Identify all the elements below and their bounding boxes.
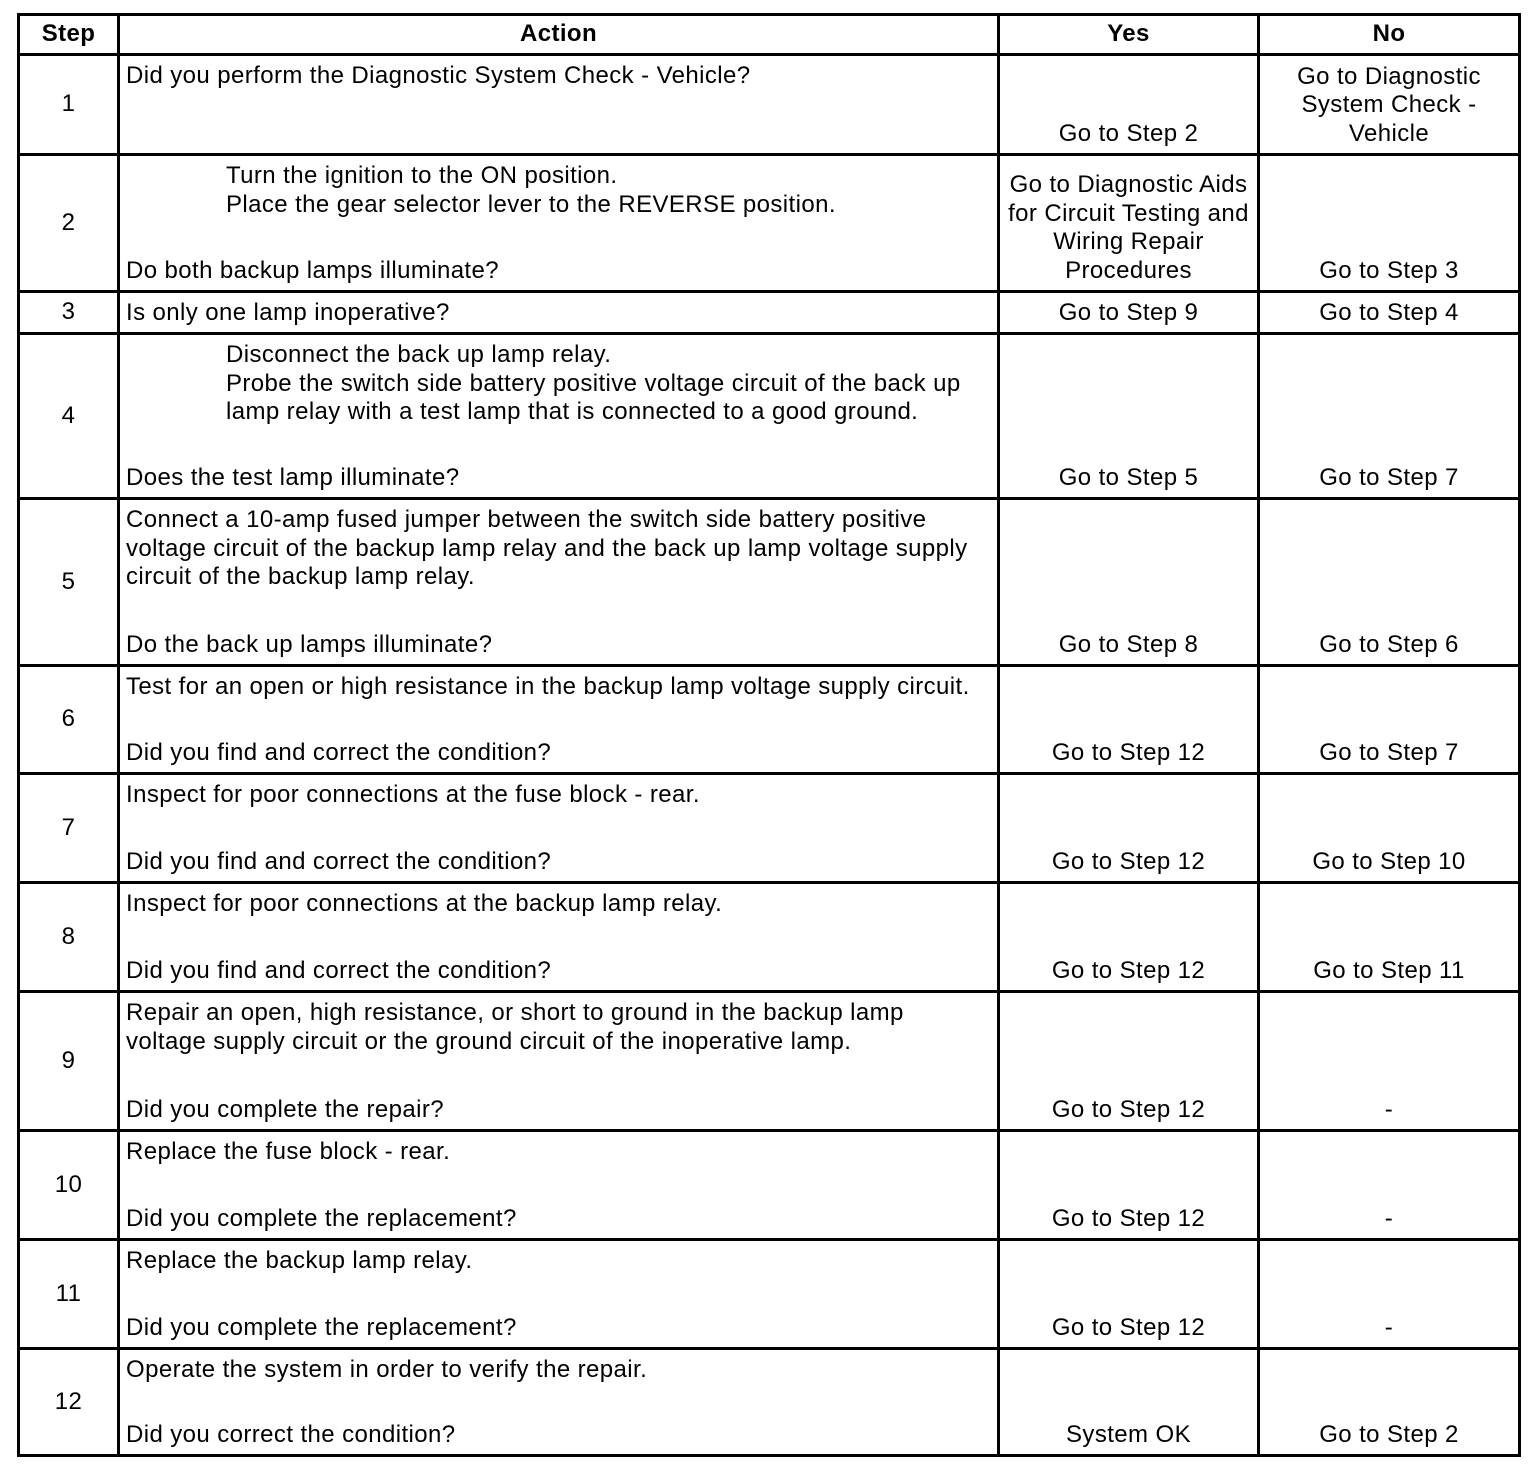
- instruction-list: [226, 162, 995, 219]
- no-result: -: [1384, 1095, 1394, 1123]
- no-cell: [1260, 1350, 1521, 1457]
- yes-cell: [1000, 1132, 1260, 1241]
- action-text: Repair an open, high resistance, or short to ground in the backup lamp voltage supply circuit or the ground circuit of the inoperative lamp.: [126, 999, 904, 1055]
- yes-cell: [1000, 335, 1260, 500]
- action-question: Do both backup lamps illuminate?: [126, 256, 499, 284]
- yes-cell: [1000, 884, 1260, 993]
- yes-cell: [1000, 667, 1260, 775]
- yes-result: Go to Step 9: [1058, 298, 1199, 326]
- diagnostic-table: [17, 13, 1521, 1457]
- no-cell: [1260, 1241, 1521, 1350]
- action-question: Does the test lamp illuminate?: [126, 463, 460, 491]
- action-text: Replace the backup lamp relay.: [126, 1247, 473, 1274]
- instruction-item: Turn the ignition to the ON position.: [226, 162, 618, 189]
- yes-result: Go to Diagnostic Aids for Circuit Testing and Wiring Repair Procedures: [1008, 171, 1249, 284]
- step-number: 8: [61, 922, 76, 950]
- no-result: Go to Step 4: [1319, 298, 1459, 326]
- action-cell: [120, 1350, 1000, 1457]
- yes-result: Go to Step 12: [1051, 1204, 1206, 1232]
- no-result: -: [1384, 1204, 1394, 1232]
- no-result: Go to Step 2: [1319, 1420, 1459, 1448]
- header-step: Step: [20, 16, 120, 56]
- yes-result: Go to Step 12: [1051, 956, 1206, 984]
- action-cell: [120, 156, 1000, 293]
- step-number: 12: [54, 1387, 83, 1415]
- action-cell: [120, 1241, 1000, 1350]
- no-cell: [1260, 500, 1521, 667]
- action-question: Did you correct the condition?: [126, 1420, 456, 1448]
- action-cell: [120, 293, 1000, 335]
- action-question: Did you find and correct the condition?: [126, 847, 552, 875]
- yes-cell: [1000, 293, 1260, 335]
- yes-result: Go to Step 12: [1051, 1313, 1206, 1341]
- no-cell: [1260, 1132, 1521, 1241]
- step-number: 11: [55, 1279, 82, 1307]
- step-cell: [20, 500, 120, 667]
- no-cell: [1260, 56, 1521, 156]
- action-cell: [120, 56, 1000, 156]
- yes-result: System OK: [1066, 1420, 1191, 1448]
- action-text: Did you perform the Diagnostic System Check - Vehicle?: [126, 62, 751, 89]
- action-question: Did you complete the replacement?: [126, 1313, 517, 1341]
- step-number: 9: [61, 1046, 76, 1074]
- instruction-item: Place the gear selector lever to the REVERSE position.: [226, 190, 836, 218]
- action-text: Inspect for poor connections at the fuse block - rear.: [126, 781, 700, 808]
- no-result: Go to Diagnostic System Check - Vehicle: [1297, 62, 1481, 147]
- no-cell: [1260, 993, 1521, 1132]
- step-number: 6: [61, 705, 76, 733]
- action-text: Inspect for poor connections at the backup lamp relay.: [126, 890, 723, 917]
- action-text: Is only one lamp inoperative?: [126, 299, 450, 326]
- action-cell: [120, 993, 1000, 1132]
- step-cell: [20, 293, 120, 335]
- step-cell: [20, 775, 120, 884]
- action-question: Did you complete the repair?: [126, 1095, 445, 1123]
- action-question: Did you complete the replacement?: [126, 1204, 517, 1232]
- step-cell: [20, 667, 120, 775]
- step-cell: [20, 156, 120, 293]
- no-result: -: [1384, 1313, 1394, 1341]
- step-cell: [20, 335, 120, 500]
- action-question: Did you find and correct the condition?: [126, 738, 552, 766]
- no-cell: [1260, 667, 1521, 775]
- step-cell: [20, 1241, 120, 1350]
- action-text: Connect a 10-amp fused jumper between the switch side battery positive voltage circuit of the backup lamp relay and the back up lamp voltage supply circuit of the backup lamp relay.: [126, 506, 968, 590]
- action-question: Do the back up lamps illuminate?: [126, 630, 493, 658]
- no-result: Go to Step 11: [1313, 956, 1465, 984]
- no-result: Go to Step 7: [1319, 738, 1459, 766]
- yes-result: Go to Step 8: [1058, 630, 1199, 658]
- no-cell: [1260, 293, 1521, 335]
- step-number: 5: [61, 567, 76, 595]
- no-result: Go to Step 6: [1319, 630, 1459, 658]
- action-cell: [120, 500, 1000, 667]
- no-result: Go to Step 10: [1312, 847, 1466, 875]
- no-cell: [1260, 884, 1521, 993]
- step-number: 4: [61, 401, 76, 429]
- yes-cell: [1000, 500, 1260, 667]
- header-no: No: [1260, 16, 1521, 56]
- yes-cell: [1000, 993, 1260, 1132]
- step-number: 10: [54, 1170, 83, 1198]
- yes-cell: [1000, 156, 1260, 293]
- instruction-item: Probe the switch side battery positive voltage circuit of the back up lamp relay with a test lamp that is connected to a good ground.: [226, 369, 961, 425]
- yes-result: Go to Step 2: [1058, 119, 1199, 147]
- yes-cell: [1000, 1350, 1260, 1457]
- step-cell: [20, 56, 120, 156]
- action-text: Operate the system in order to verify the repair.: [126, 1356, 648, 1383]
- yes-result: Go to Step 12: [1051, 1095, 1206, 1123]
- action-cell: [120, 1132, 1000, 1241]
- step-cell: [20, 1350, 120, 1457]
- yes-result: Go to Step 12: [1051, 738, 1206, 766]
- action-question: Did you find and correct the condition?: [126, 956, 552, 984]
- header-yes: Yes: [1000, 16, 1260, 56]
- yes-cell: [1000, 775, 1260, 884]
- no-cell: [1260, 775, 1521, 884]
- action-cell: [120, 884, 1000, 993]
- action-text: Replace the fuse block - rear.: [126, 1138, 451, 1165]
- instruction-item: Disconnect the back up lamp relay.: [226, 341, 612, 368]
- step-number: 1: [61, 90, 76, 118]
- instruction-list: [226, 341, 995, 427]
- no-result: Go to Step 3: [1319, 256, 1459, 284]
- no-cell: [1260, 156, 1521, 293]
- yes-cell: [1000, 56, 1260, 156]
- step-number: 3: [61, 298, 76, 326]
- yes-result: Go to Step 12: [1051, 847, 1206, 875]
- step-number: 2: [61, 208, 76, 236]
- action-cell: [120, 667, 1000, 775]
- step-cell: [20, 1132, 120, 1241]
- no-result: Go to Step 7: [1319, 463, 1459, 491]
- step-cell: [20, 884, 120, 993]
- step-cell: [20, 993, 120, 1132]
- step-number: 7: [61, 813, 76, 841]
- no-cell: [1260, 335, 1521, 500]
- yes-cell: [1000, 1241, 1260, 1350]
- action-cell: [120, 335, 1000, 500]
- yes-result: Go to Step 5: [1058, 463, 1199, 491]
- header-action: Action: [120, 16, 1000, 56]
- action-cell: [120, 775, 1000, 884]
- action-text: Test for an open or high resistance in the backup lamp voltage supply circuit.: [126, 673, 970, 700]
